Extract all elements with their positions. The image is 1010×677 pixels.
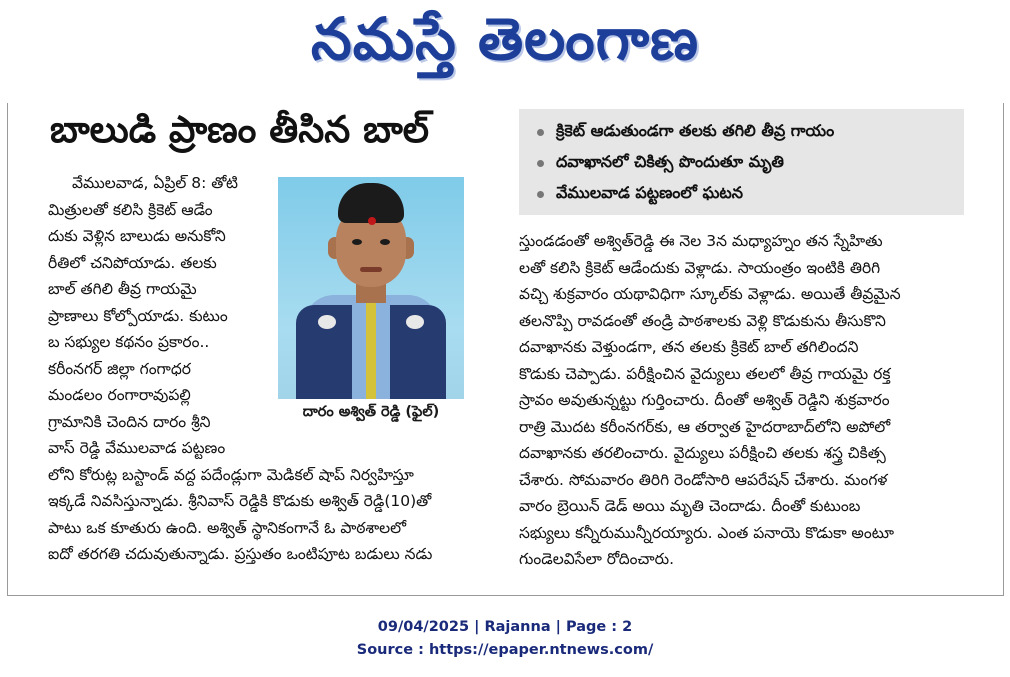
body-line: వేములవాడ, ఏప్రిల్ 8: తోటి (72, 174, 238, 192)
source-footer (0, 616, 1010, 662)
bullet-icon (537, 191, 544, 198)
body-line: వాస్ రెడ్డి వేములవాడ పట్టణం (48, 439, 226, 457)
photo-eye (352, 239, 362, 245)
edition-info: 09/04/2025 | Rajanna | Page : 2 (377, 619, 633, 635)
article-headline: బాలుడి ప్రాణం తీసిన బాల్ (50, 108, 429, 151)
body-line: పాటు ఒక కూతురు ఉంది. అశ్విత్ స్థానికంగానే ఓ పాఠశాలలో (48, 518, 407, 537)
source-link[interactable]: Source : https://epaper.ntnews.com/ (356, 642, 654, 658)
highlight-text: క్రికెట్ ఆడుతుండగా తలకు తగిలి తీవ్ర గాయం (556, 121, 835, 140)
photo-tilak (368, 217, 376, 225)
body-line: గ్రామానికి చెందిన దారం శ్రీని (48, 412, 211, 431)
body-line: కొడుకు చెప్పాడు. పరీక్షించిన వైద్యులు తలలో తీవ్ర గాయమై రక్త (519, 364, 891, 383)
body-line: కరీంనగర్ జిల్లా గంగాధర (48, 359, 191, 378)
highlight-item (537, 117, 964, 148)
body-line: రీతిలో చనిపోయాడు. తలకు (48, 253, 217, 272)
body-line: లోని కోరుట్ల బస్టాండ్ వద్ద పదేండ్లుగా మెడికల్ షాప్ నిర్వహిస్తూ (48, 465, 414, 484)
clipping-border-left (7, 103, 8, 595)
body-line: లతో కలిసి క్రికెట్ ఆడేందుకు వెళ్లాడు. సాయంత్రం ఇంటికి తిరిగి (519, 258, 881, 277)
bullet-icon (537, 129, 544, 136)
boy-photo (278, 177, 464, 429)
highlight-item (537, 179, 964, 210)
article-body-right (519, 228, 974, 573)
body-line: బ సభ్యుల కథనం ప్రకారం.. (48, 333, 210, 351)
clipping-border-bottom (7, 595, 1004, 596)
body-line: ప్రాణాలు కోల్పోయాడు. కుటుం (48, 306, 228, 325)
highlights-box (519, 109, 964, 215)
body-line: మండలం రంగారావుపల్లి (48, 386, 191, 404)
highlights-list (519, 109, 964, 210)
body-line: సభ్యులు కన్నీరుమున్నీరయ్యారు. ఎంత పనాయె కొడుకా అంటూ (519, 523, 895, 542)
highlight-text: దవాఖానలో చికిత్స పొందుతూ మృతి (556, 152, 784, 171)
body-line: ఐదో తరగతి చదువుతున్నాడు. ప్రస్తుతం ఒంటిపూట బడులు నడు (48, 545, 433, 563)
body-line: వారం బ్రెయిన్ డెడ్ అయి మృతి చెందాడు. దీంతో కుటుంబ (519, 497, 861, 515)
body-line: దుకు వెళ్లిన బాలుడు అనుకోని (48, 227, 226, 245)
body-line: ఇక్కడే నివసిస్తున్నాడు. శ్రీనివాస్ రెడ్డికి కొడుకు అశ్విత్ రెడ్డి(10)తో (48, 492, 432, 510)
body-line: గుండెలవిసేలా రోదించారు. (519, 550, 675, 568)
body-line: వచ్చి శుక్రవారం యథావిధిగా స్కూల్‌కు వెళ్లాడు. అయితే తీవ్రమైన (519, 285, 901, 303)
highlight-text: వేములవాడ పట్టణంలో ఘటన (556, 183, 743, 202)
body-line: రాత్రి మొదట కరీంనగర్‌కు, ఆ తర్వాత హైదరాబాద్‌లోని అపోలో (519, 417, 891, 436)
photo-mouth (360, 267, 382, 272)
body-line: బాల్ తగిలి తీవ్ర గాయమై (48, 280, 197, 298)
body-line: చేశారు. సోమవారం తిరిగి రెండోసారి ఆపరేషన్ చేశారు. మంగళ (519, 470, 888, 489)
masthead (0, 0, 1010, 92)
body-line: స్తుండడంతో అశ్విత్‌రెడ్డి ఈ నెల 3న మధ్యాహ్నం తన స్నేహితు (519, 232, 883, 250)
photo-eye (380, 239, 390, 245)
body-line: తలనొప్పి రావడంతో తండ్రి పాఠశాలకు వెళ్లి కొడుకును తీసుకొని (519, 311, 886, 330)
clipping-border-right (1003, 103, 1004, 595)
bullet-icon (537, 160, 544, 167)
highlight-item (537, 148, 964, 179)
photo-badge (318, 315, 336, 329)
body-line: స్రావం అవుతున్నట్టు గుర్తించారు. దీంతో అశ్విత్ రెడ్డిని శుక్రవారం (519, 391, 890, 409)
newspaper-logo: నమస్తే తెలంగాణ (311, 4, 699, 73)
body-line: దవాఖానకు తరలించారు. వైద్యులు పరీక్షించి తలకు శస్త్ర చికిత్స (519, 444, 886, 462)
body-line: దవాఖానకు వెళ్తుండగా, తన తలకు క్రికెట్ బాల్ తగిలిందని (519, 338, 859, 356)
body-line: మిత్రులతో కలిసి క్రికెట్ ఆడేం (48, 200, 213, 219)
photo-badge (406, 315, 424, 329)
photo-caption: దారం అశ్విత్ రెడ్డి (ఫైల్) (278, 399, 464, 429)
